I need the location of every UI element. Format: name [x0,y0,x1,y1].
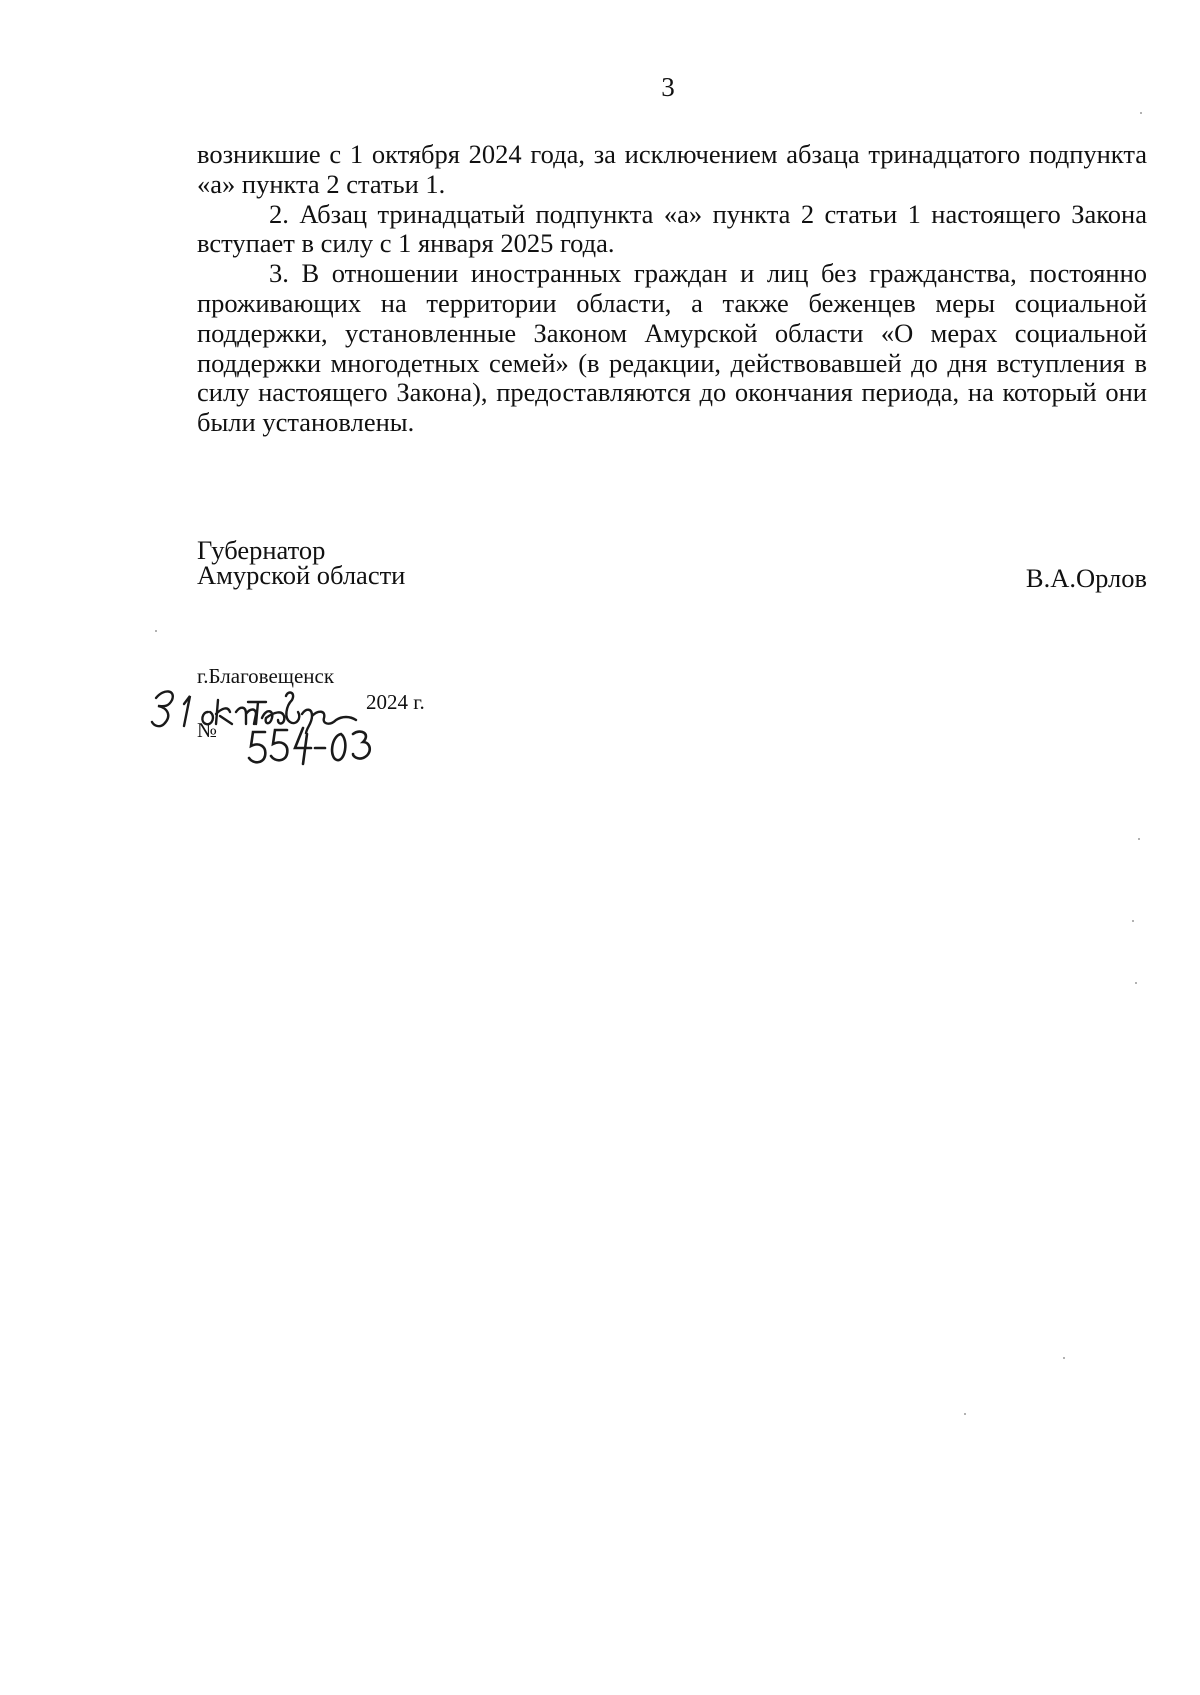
signer-title-line-1: Губернатор [197,535,326,565]
law-number-sign: № [197,718,218,742]
signer-name: В.А.Орлов [1025,563,1147,593]
document-body [197,140,1147,438]
place-of-signing: г.Благовещенск [197,664,335,688]
paragraph-3: 3. В отношении иностранных граждан и лиц без гражданства, постоянно проживающих на территории области, а также беженцев меры социальной поддержки, установленные Законом Амурской области «О мерах социальной поддержки многодетных семей» (в редакции, действовавшей до дня вступления в силу настоящего Закона), предоставляются до окончания периода, на который они были установлены. [197,258,1147,438]
scan-speck [1132,920,1134,922]
scan-speck [1138,838,1140,840]
handwritten-law-number [245,720,375,776]
scan-speck [155,630,157,632]
scan-speck [964,1413,966,1415]
scan-speck [1135,982,1137,984]
paragraph-2: 2. Абзац тринадцатый подпункта «а» пункта 2 статьи 1 настоящего Закона вступает в силу с 1 января 2025 года. [197,198,1147,259]
scan-speck [1063,1357,1065,1359]
signature-block [197,535,1147,593]
signing-year: 2024 г. [366,690,425,714]
paragraph-effective-date: возникшие с 1 октября 2024 года, за исключением абзаца тринадцатого подпункта «а» пункта 2 статьи 1. [197,139,1147,199]
scan-speck [1140,112,1142,114]
signer-title-line-2: Амурской области [197,560,406,590]
page-number: 3 [661,72,675,102]
